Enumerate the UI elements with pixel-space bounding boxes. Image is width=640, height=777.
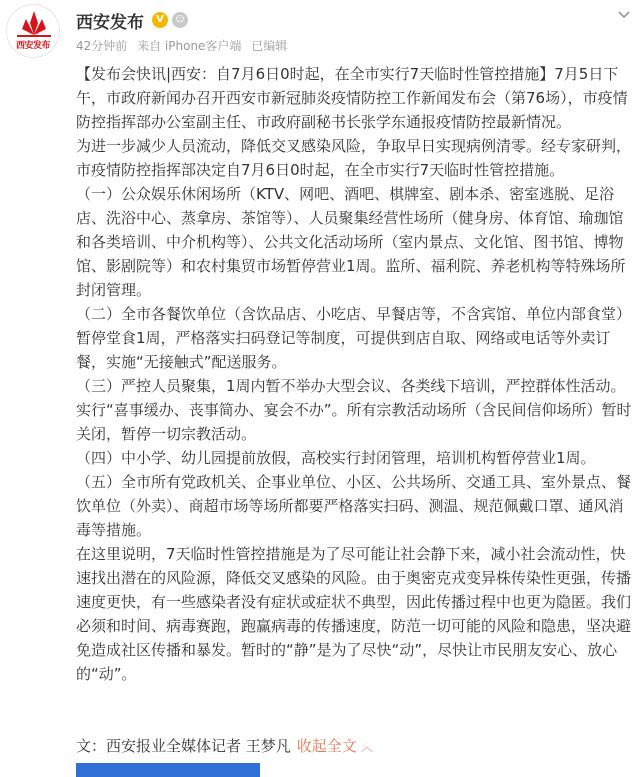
- post-paragraph: （一）公众娱乐休闲场所（KTV、网吧、酒吧、棋牌室、剧本杀、密室逃脱、足浴店、洗浴中心、蒸拿房、茶馆等）、人员聚集经营性场所（健身房、体育馆、瑜珈馆和各类培训、中介机构等）、公共文化活动场所（室内景点、文化馆、图书馆、博物馆、影剧院等）和农村集贸市场暂停营业1周。监所、福利院、养老机构等特殊场所封闭管理。: [76, 185, 626, 299]
- post-content: [76, 62, 636, 686]
- post-paragraph: 【发布会快讯|西安：自7月6日0时起，在全市实行7天临时性管控措施】7月5日下午，市政府新闻办召开西安市新冠肺炎疫情防控工作新闻发布会（第76场），市疫情防控指挥部办公室副主任、市政府副秘书长张学东通报疫情防控最新情况。: [76, 65, 628, 131]
- author-line: [76, 734, 373, 759]
- logo-text: 西安发布: [15, 41, 50, 51]
- post-paragraph: （三）严控人员聚集，1周内暂不举办大型会议、各类线下培训，严控群体性活动。实行“喜事缓办、丧事简办、宴会不办”。所有宗教活动场所（含民间信仰场所）暂时关闭，暂停一切宗教活动。: [76, 377, 632, 443]
- account-name[interactable]: 西安发布: [76, 12, 144, 33]
- verified-badge-icon: V: [152, 12, 168, 28]
- edited-label[interactable]: 已编辑: [251, 39, 288, 53]
- post-time[interactable]: 42分钟前: [76, 39, 128, 53]
- collapse-link[interactable]: 收起全文: [296, 737, 357, 755]
- post-paragraph: （五）全市所有党政机关、企事业单位、小区、公共场所、交通工具、室外景点、餐饮单位（外卖）、商超市场等场所都要严格落实扫码、测温、规范佩戴口罩、通风消毒等措施。: [76, 473, 632, 539]
- post-header: [0, 0, 640, 60]
- avatar[interactable]: [6, 4, 60, 58]
- post-paragraph: 在这里说明，7天临时性管控措施是为了尽可能让社会静下来，减小社会流动性，快速找出潜在的风险源，降低交叉感染的风险。由于奥密克戎变异株传染性更强，传播速度更快，有一些感染者没有症状或症状不典型，因此传播过程中也更为隐匿。我们必须和时间、病毒赛跑，跑赢病毒的传播速度，防范一切可能的风险和隐患，坚决避免造成社区传播和暴发。暂时的“静”是为了尽快“动”，尽快让市民朋友安心、放心的“动”。: [76, 545, 632, 683]
- post-source: 来自 iPhone客户端: [137, 39, 242, 53]
- post-meta: [76, 37, 293, 54]
- post-paragraph: 为进一步减少人员流动，降低交叉感染风险，争取早日实现病例清零。经专家研判，市疫情防控指挥部决定自7月6日0时起，在全市实行7天临时性管控措施。: [76, 137, 632, 179]
- post-paragraph: （二）全市各餐饮单位（含饮品店、小吃店、早餐店等，不含宾馆、单位内部食堂）暂停堂食1周，严格落实扫码登记等制度，可提供到店自取、网络或电话等外卖订餐，实施“无接触式”配送服务。: [76, 305, 632, 371]
- chevron-down-icon[interactable]: [616, 6, 632, 22]
- post-paragraph: （四）中小学、幼儿园提前放假，高校实行封闭管理，培训机构暂停营业1周。: [76, 449, 596, 467]
- attached-image[interactable]: [76, 763, 260, 777]
- author-name: 西安报业全媒体记者 王梦凡: [106, 737, 291, 755]
- name-row: [76, 8, 188, 32]
- chevron-up-icon[interactable]: ︿: [360, 740, 373, 754]
- author-prefix: 文：: [76, 737, 107, 755]
- member-icon: ☺: [172, 12, 188, 28]
